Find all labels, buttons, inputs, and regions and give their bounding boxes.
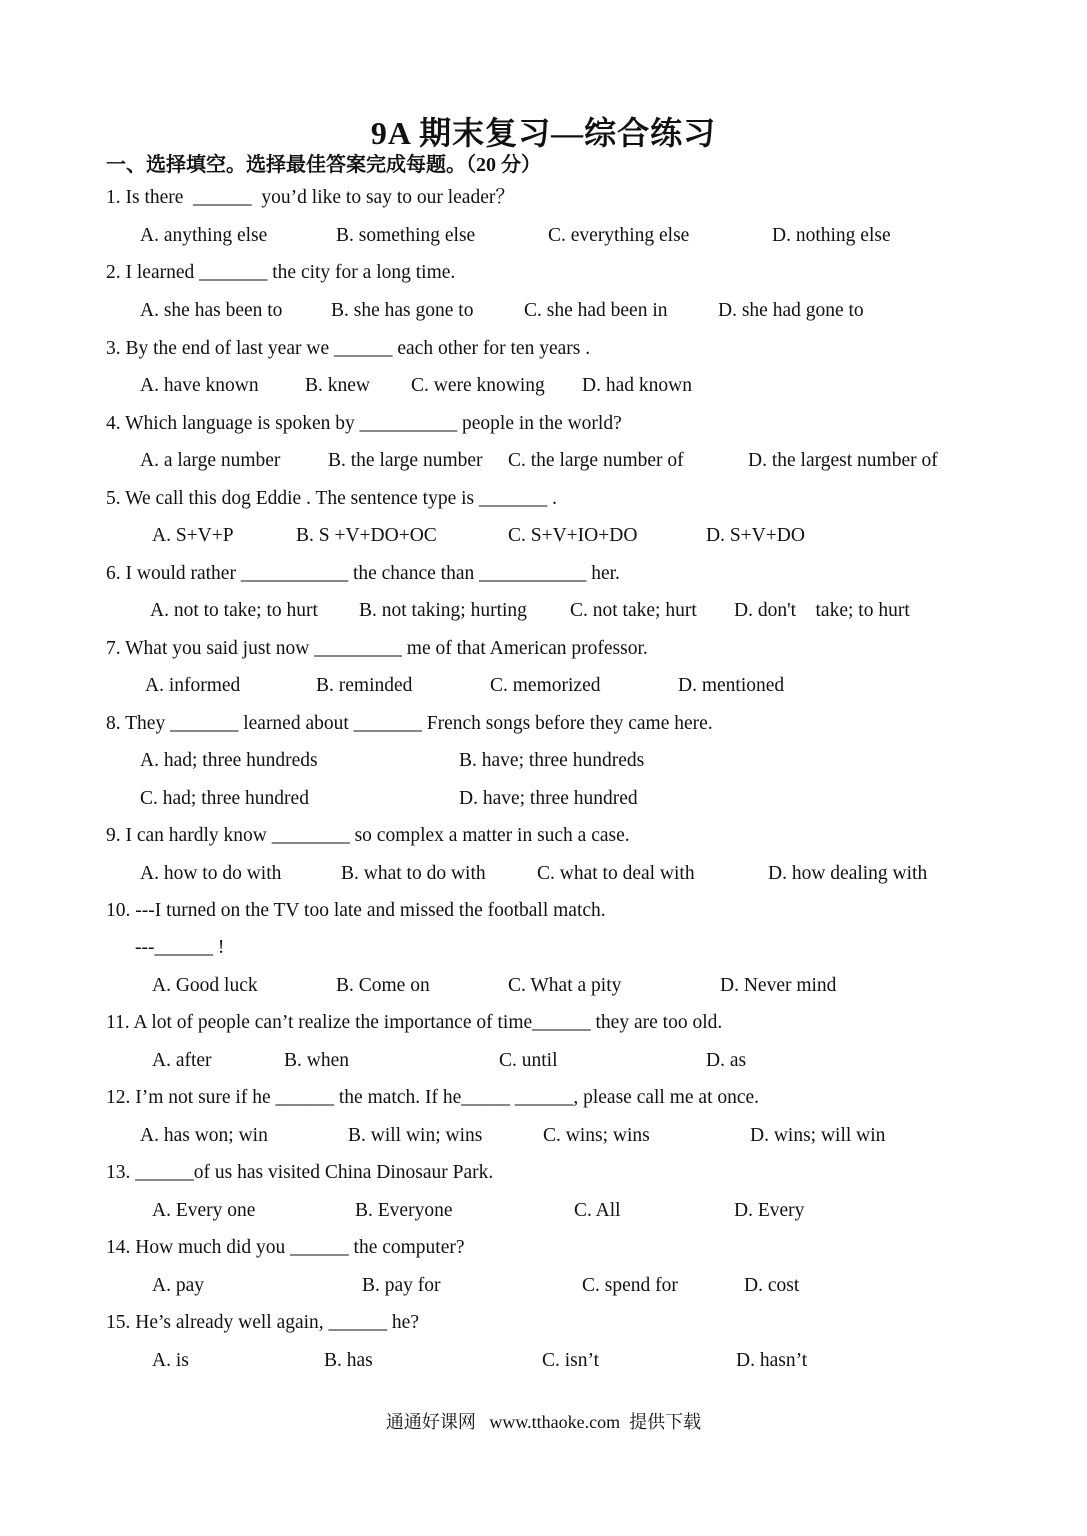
option-a: A. S+V+P <box>152 525 234 546</box>
option-d: D. wins; will win <box>750 1125 886 1146</box>
option-b: B. reminded <box>316 675 413 696</box>
option-b: B. has <box>324 1350 373 1371</box>
option-c: C. spend for <box>582 1275 678 1296</box>
option-a: A. pay <box>152 1275 204 1296</box>
option-b: B. Everyone <box>355 1200 453 1221</box>
option-c: C. what to deal with <box>537 863 695 884</box>
question-stem: 4. Which language is spoken by __________ people in the world? <box>106 413 622 434</box>
question-stem: 12. I’m not sure if he ______ the match. If he_____ ______, please call me at once. <box>106 1087 760 1108</box>
option-c: C. she had been in <box>524 300 668 321</box>
option-c: C. All <box>574 1200 621 1221</box>
option-a: A. Good luck <box>152 975 258 996</box>
option-b: B. knew <box>305 375 370 396</box>
page-footer: 通通好课网 www.tthaoke.com 提供下载 <box>385 1412 702 1432</box>
option-b: B. she has gone to <box>331 300 474 321</box>
option-b: B. will win; wins <box>348 1125 483 1146</box>
option-d: D. nothing else <box>772 225 891 246</box>
option-a: A. not to take; to hurt <box>150 600 318 621</box>
page-title: 9A 期末复习—综合练习 <box>370 115 717 151</box>
question-stem: 1. Is there ______ you’d like to say to our leader？ <box>106 187 515 208</box>
option-a: A. informed <box>145 675 241 696</box>
option-b: B. S +V+DO+OC <box>296 525 437 546</box>
option-c: C. memorized <box>490 675 601 696</box>
option-c: C. had; three hundred <box>140 788 309 809</box>
option-d: D. Every <box>734 1200 805 1221</box>
question-response-line: ---______ ! <box>135 937 225 958</box>
question-stem: 14. How much did you ______ the computer? <box>106 1237 465 1258</box>
option-d: D. don't take; to hurt <box>734 600 910 621</box>
option-d: D. have; three hundred <box>459 788 638 809</box>
option-c: C. the large number of <box>508 450 684 471</box>
option-a: A. she has been to <box>140 300 283 321</box>
option-a: A. a large number <box>140 450 281 471</box>
option-c: C. everything else <box>548 225 690 246</box>
option-a: A. has won; win <box>140 1125 268 1146</box>
option-a: A. had; three hundreds <box>140 750 318 771</box>
question-stem: 5. We call this dog Eddie . The sentence type is _______ . <box>106 488 557 509</box>
option-b: B. the large number <box>328 450 483 471</box>
question-stem: 2. I learned _______ the city for a long time. <box>106 262 456 283</box>
question-stem: 13. ______of us has visited China Dinosaur Park. <box>106 1162 494 1183</box>
option-a: A. how to do with <box>140 863 282 884</box>
option-d: D. she had gone to <box>718 300 864 321</box>
option-d: D. cost <box>744 1275 800 1296</box>
option-a: A. after <box>152 1050 212 1071</box>
option-d: D. hasn’t <box>736 1350 808 1371</box>
option-c: C. wins; wins <box>543 1125 650 1146</box>
option-b: B. something else <box>336 225 476 246</box>
question-stem: 11. A lot of people can’t realize the importance of time______ they are too old. <box>106 1012 723 1033</box>
option-d: D. Never mind <box>720 975 837 996</box>
option-a: A. Every one <box>152 1200 256 1221</box>
option-b: B. not taking; hurting <box>359 600 527 621</box>
option-a: A. have known <box>140 375 259 396</box>
option-c: C. not take; hurt <box>570 600 697 621</box>
option-d: D. how dealing with <box>768 863 928 884</box>
option-b: B. what to do with <box>341 863 486 884</box>
option-b: B. pay for <box>362 1275 441 1296</box>
question-stem: 7. What you said just now _________ me of that American professor. <box>106 638 648 659</box>
option-b: B. when <box>284 1050 349 1071</box>
option-c: C. until <box>499 1050 558 1071</box>
section-heading: 一、选择填空。选择最佳答案完成每题。（20 分） <box>106 154 541 176</box>
option-d: D. S+V+DO <box>706 525 805 546</box>
option-d: D. had known <box>582 375 692 396</box>
option-c: C. What a pity <box>508 975 622 996</box>
option-a: A. anything else <box>140 225 268 246</box>
question-stem: 10. ---I turned on the TV too late and missed the football match. <box>106 900 606 921</box>
option-b: B. Come on <box>336 975 430 996</box>
question-stem: 15. He’s already well again, ______ he? <box>106 1312 419 1333</box>
option-d: D. mentioned <box>678 675 785 696</box>
option-c: C. were knowing <box>411 375 545 396</box>
option-c: C. S+V+IO+DO <box>508 525 638 546</box>
question-stem: 6. I would rather ___________ the chance than ___________ her. <box>106 563 620 584</box>
option-d: D. the largest number of <box>748 450 938 471</box>
option-d: D. as <box>706 1050 747 1071</box>
question-stem: 9. I can hardly know ________ so complex a matter in such a case. <box>106 825 630 846</box>
option-c: C. isn’t <box>542 1350 600 1371</box>
question-stem: 8. They _______ learned about _______ French songs before they came here. <box>106 713 713 734</box>
question-stem: 3. By the end of last year we ______ each other for ten years . <box>106 338 591 359</box>
option-a: A. is <box>152 1350 189 1371</box>
option-b: B. have; three hundreds <box>459 750 645 771</box>
